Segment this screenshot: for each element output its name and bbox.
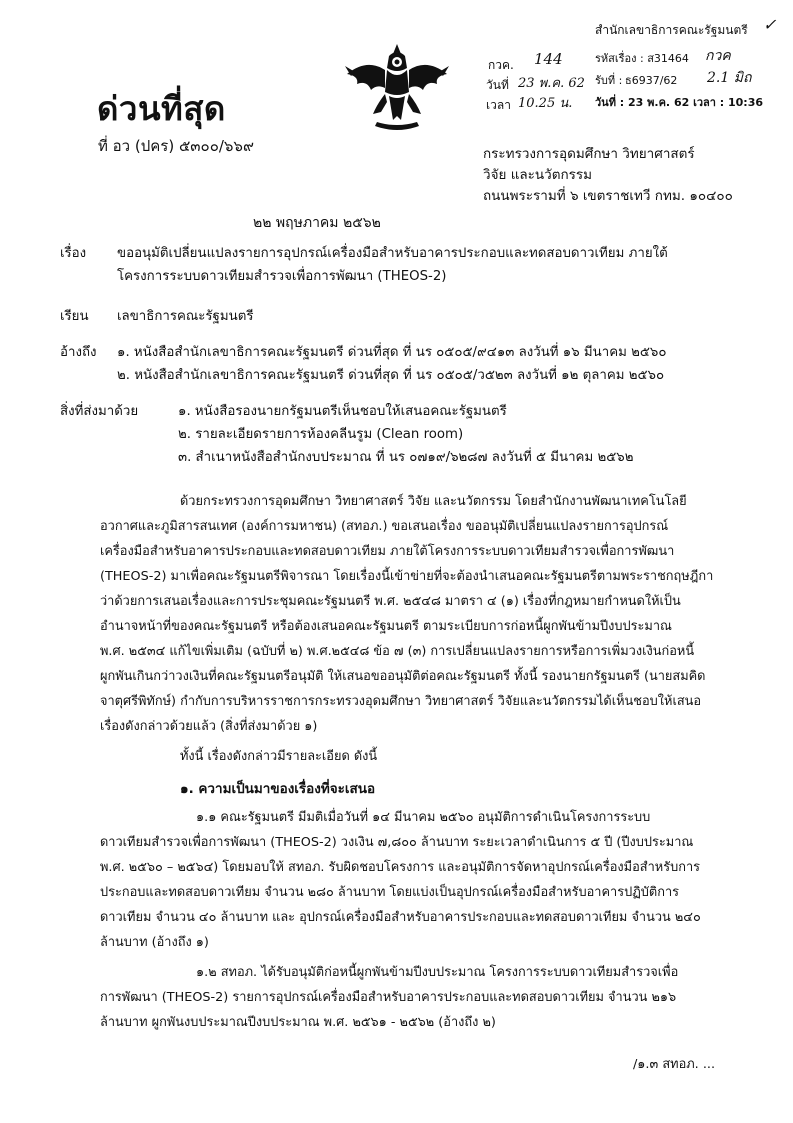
body-line: ดาวเทียมสำรวจเพื่อการพัฒนา (THEOS-2) วงเงิน ๗,๘๐๐ ล้านบาท ระยะเวลาดำเนินการ ๕ ปี (ปีงบประมาณ [100, 835, 694, 850]
references-label: อ้างถึง [60, 345, 97, 360]
body-line: อำนาจหน้าที่ของคณะรัฐมนตรี หรือต้องเสนอคณะรัฐมนตรี ตามระเบียบการก่อหนี้ผูกพันข้ามปีงบประมาณ [100, 619, 672, 634]
stamp-recv-handwritten: 2.1 มิถ [707, 70, 752, 86]
body-line: ล้านบาท ผูกพันงบประมาณปีงบประมาณ พ.ศ. ๒๕๖๑ - ๒๕๖๒ (อ้างถึง ๒) [100, 1015, 496, 1030]
stamp-office: สำนักเลขาธิการคณะรัฐมนตรี [595, 23, 748, 37]
ministry-line-2: วิจัย และนวัตกรรม [483, 167, 593, 183]
received-date-value: 23 พ.ค. 62 [518, 76, 585, 91]
body-line: การพัฒนา (THEOS-2) รายการอุปกรณ์เครื่องมือสำหรับอาคารประกอบและทดสอบดาวเทียม จำนวน ๒๑๖ [100, 990, 677, 1005]
received-register-box [484, 50, 596, 116]
body-line: ทั้งนี้ เรื่องดังกล่าวมีรายละเอียด ดังนี้ [180, 749, 378, 764]
document-date: ๒๒ พฤษภาคม ๒๕๖๒ [253, 215, 381, 231]
stamp-recv-value: ธ6937/62 [625, 74, 678, 87]
reference-item: ๑. หนังสือสำนักเลขาธิการคณะรัฐมนตรี ด่วนที่สุด ที่ นร ๐๕๐๕/๙๔๑๓ ลงวันที่ ๑๖ มีนาคม ๒๕๖๐ [117, 345, 667, 360]
enclosure-item: ๒. รายละเอียดรายการห้องคลีนรูม (Clean room) [178, 427, 464, 442]
body-line: อวกาศและภูมิสารสนเทศ (องค์การมหาชน) (สทอภ.) ขอเสนอเรื่อง ขออนุมัติเปลี่ยนแปลงรายการอุปกรณ์ [100, 519, 669, 534]
body-line: เรื่องดังกล่าวด้วยแล้ว (สิ่งที่ส่งมาด้วย ๑) [100, 719, 318, 734]
register-label: กวค. [488, 58, 514, 72]
received-time-value: 10.25 น. [518, 96, 573, 111]
body-line: ๑.๑ คณะรัฐมนตรี มีมติเมื่อวันที่ ๑๔ มีนาคม ๒๕๖๐ อนุมัติการดำเนินโครงการระบบ [196, 810, 651, 825]
body-line: ประกอบและทดสอบดาวเทียม จำนวน ๒๘๐ ล้านบาท โดยแบ่งเป็นอุปกรณ์เครื่องมือสำหรับอาคารปฏิบัติการ [100, 885, 680, 900]
garuda-emblem-icon [337, 40, 457, 136]
body-line: ว่าด้วยการเสนอเรื่องและการประชุมคณะรัฐมนตรี พ.ศ. ๒๕๔๘ มาตรา ๔ (๑) เรื่องที่กฎหมายกำหนดให้เป็น [100, 594, 681, 609]
enclosure-item: ๓. สำเนาหนังสือสำนักงบประมาณ ที่ นร ๐๗๑๙/๖๒๘๗ ลงวันที่ ๕ มีนาคม ๒๕๖๒ [178, 450, 634, 465]
body-line: (THEOS-2) มาเพื่อคณะรัฐมนตรีพิจารณา โดยเรื่องนี้เข้าข่ายที่จะต้องนำเสนอคณะรัฐมนตรีตามพระราชกฤษฎีกา [100, 569, 714, 584]
stamp-recv-label: รับที่ : [595, 74, 623, 87]
subject-line-1: ขออนุมัติเปลี่ยนแปลงรายการอุปกรณ์เครื่องมือสำหรับอาคารประกอบและทดสอบดาวเทียม ภายใต้ [117, 246, 668, 261]
reference-item: ๒. หนังสือสำนักเลขาธิการคณะรัฐมนตรี ด่วนที่สุด ที่ นร ๐๕๐๕/ว๕๒๓ ลงวันที่ ๑๒ ตุลาคม ๒๕๖๐ [117, 368, 665, 383]
body-line: เครื่องมือสำหรับอาคารประกอบและทดสอบดาวเทียม ภายใต้โครงการระบบดาวเทียมสำรวจเพื่อการพัฒนา [100, 544, 675, 559]
subject-line-2: โครงการระบบดาวเทียมสำรวจเพื่อการพัฒนา (THEOS-2) [117, 269, 447, 284]
ministry-line-3: ถนนพระรามที่ ๖ เขตราชเทวี กทม. ๑๐๔๐๐ [483, 188, 733, 204]
body-line: ๑.๒ สทอภ. ได้รับอนุมัติก่อหนี้ผูกพันข้ามปีงบประมาณ โครงการระบบดาวเทียมสำรวจเพื่อ [196, 965, 679, 980]
section-1-title: ๑. ความเป็นมาของเรื่องที่จะเสนอ [180, 781, 376, 797]
body-line: ดาวเทียม จำนวน ๔๐ ล้านบาท และ อุปกรณ์เครื่องมือสำหรับอาคารประกอบและทดสอบดาวเทียม จำนวน ๒๔๐ [100, 910, 701, 925]
received-time-label: เวลา [486, 98, 511, 112]
urgency-heading: ด่วนที่สุด [97, 89, 226, 128]
body-line: พ.ศ. ๒๕๓๔ แก้ไขเพิ่มเติม (ฉบับที่ ๒) พ.ศ.๒๕๔๘ ข้อ ๗ (๓) การเปลี่ยนแปลงรายการหรือการเพิ่มวงเงินก่อหนี้ [100, 644, 695, 659]
cabinet-receipt-stamp [595, 15, 785, 115]
received-date-label: วันที่ [486, 78, 509, 92]
body-line: ล้านบาท (อ้างถึง ๑) [100, 935, 209, 950]
to-label: เรียน [60, 309, 89, 324]
body-line: พ.ศ. ๒๕๖๐ – ๒๕๖๔) โดยมอบให้ สทอภ. รับผิดชอบโครงการ และอนุมัติการจัดหาอุปกรณ์เครื่องมือสำหรับการ [100, 860, 701, 875]
subject-label: เรื่อง [60, 246, 87, 261]
ministry-line-1: กระทรวงการอุดมศึกษา วิทยาศาสตร์ [483, 146, 695, 162]
to-value: เลขาธิการคณะรัฐมนตรี [117, 309, 254, 324]
stamp-date-line: วันที่ : 23 พ.ค. 62 เวลา : 10:36 [595, 96, 764, 109]
ministry-address [483, 144, 733, 207]
stamp-code-handwritten: กวค [705, 48, 731, 64]
enclosures-label: สิ่งที่ส่งมาด้วย [60, 404, 139, 419]
body-line: จาตุศรีพิทักษ์) กำกับการบริหารราชการกระทรวงอุดมศึกษา วิทยาศาสตร์ วิจัยและนวัตกรรมได้เห็นชอบให้เสนอ [100, 694, 702, 709]
stamp-check-mark: ✓ [763, 15, 777, 34]
continuation-note: /๑.๓ สทอภ. ... [633, 1057, 716, 1072]
body-line: ผูกพันเกินกว่าวงเงินที่คณะรัฐมนตรีอนุมัติ ให้เสนอขออนุมัติต่อคณะรัฐมนตรี ทั้งนี้ รองนายกรัฐมนตรี (นายสมคิด [100, 669, 706, 684]
document-number: ที่ อว (ปคร) ๕๓๐๐/๖๖๙ [98, 137, 254, 155]
stamp-code: รหัสเรื่อง : ส31464 [595, 52, 689, 65]
register-value: 144 [534, 50, 563, 68]
body-line: ด้วยกระทรวงการอุดมศึกษา วิทยาศาสตร์ วิจัย และนวัตกรรม โดยสำนักงานพัฒนาเทคโนโลยี [180, 494, 687, 509]
enclosure-item: ๑. หนังสือรองนายกรัฐมนตรีเห็นชอบให้เสนอคณะรัฐมนตรี [178, 404, 507, 419]
